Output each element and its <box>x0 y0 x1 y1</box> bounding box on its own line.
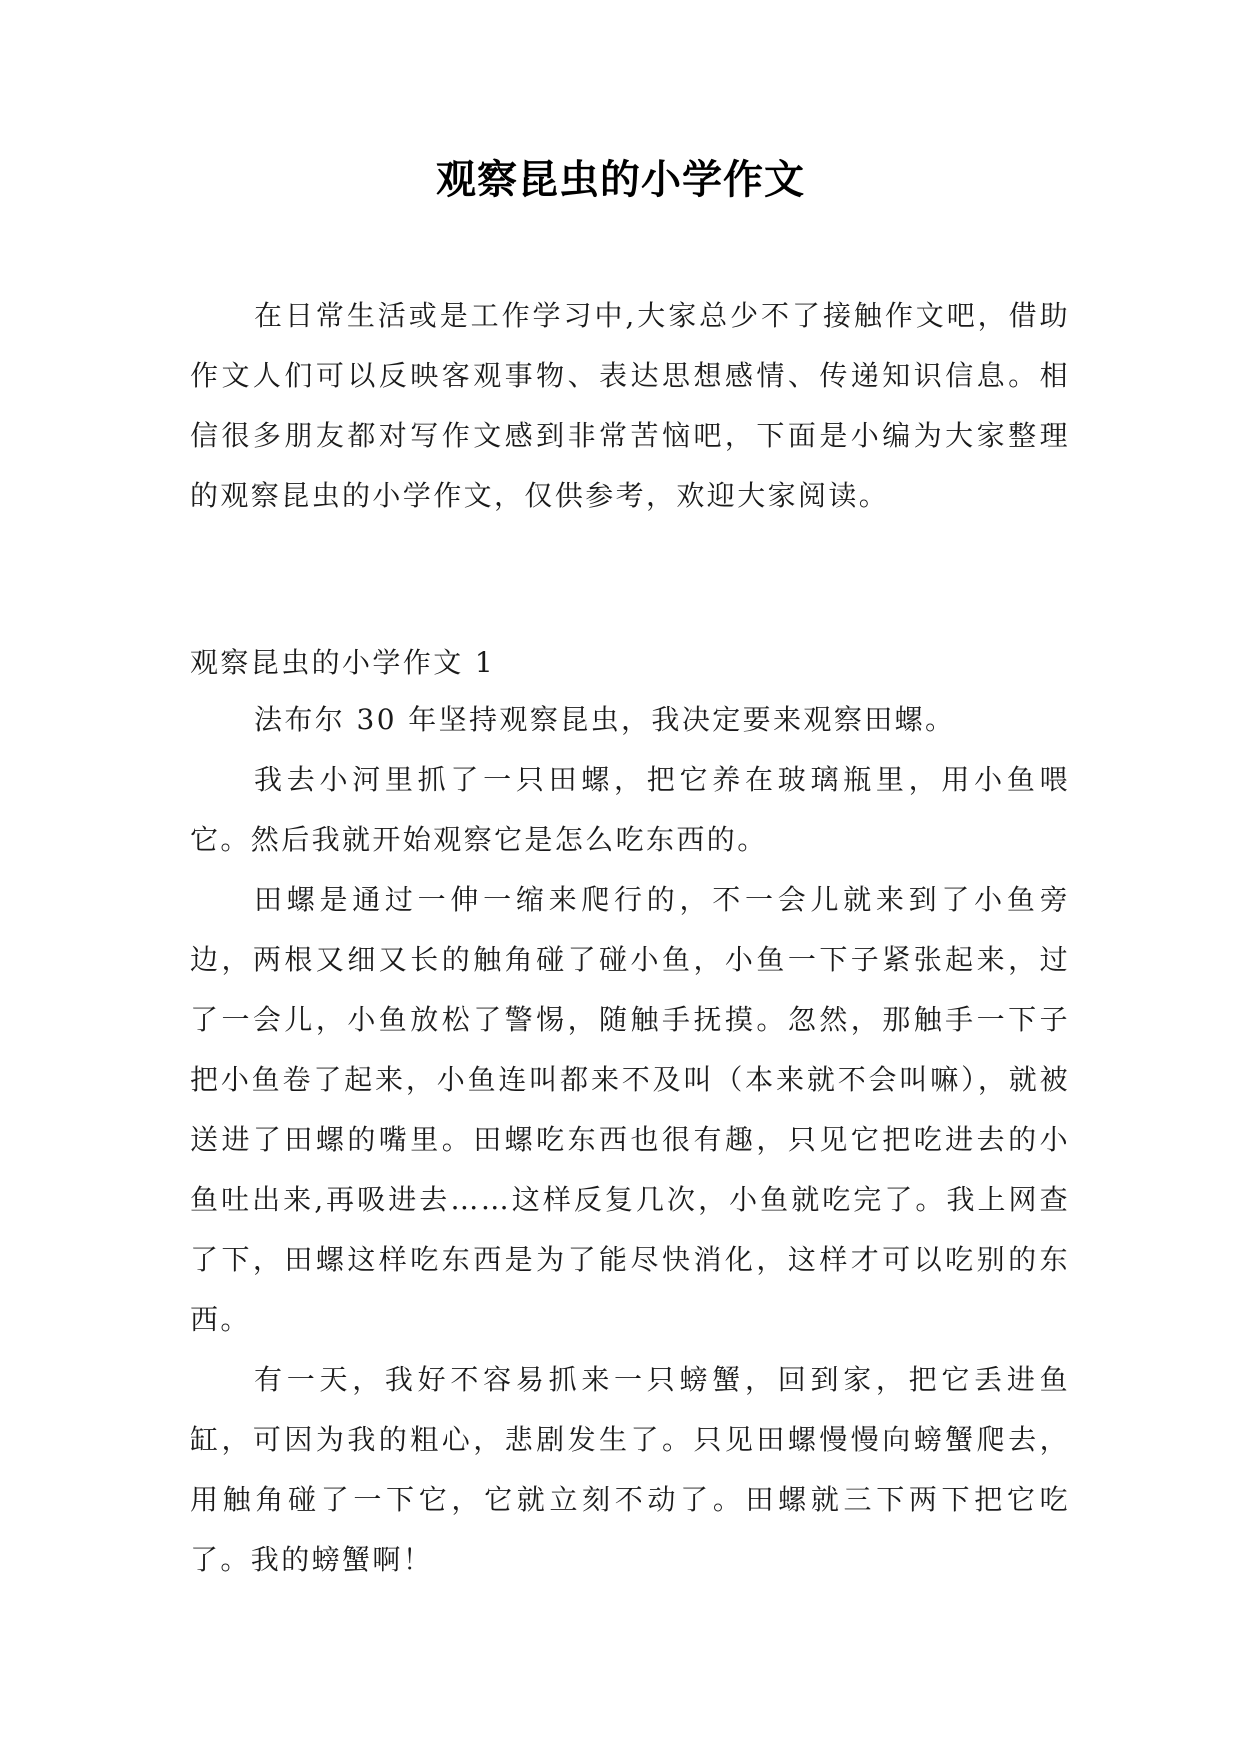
intro-paragraph: 在日常生活或是工作学习中,大家总少不了接触作文吧，借助作文人们可以反映客观事物、表达思想感情、传递知识信息。相信很多朋友都对写作文感到非常苦恼吧，下面是小编为大家整理的观察昆虫的小学作文，仅供参考，欢迎大家阅读。 <box>190 299 1070 512</box>
essay-paragraph-3: 田螺是通过一伸一缩来爬行的，不一会儿就来到了小鱼旁边，两根又细又长的触角碰了碰小鱼，小鱼一下子紧张起来，过了一会儿，小鱼放松了警惕，随触手抚摸。忽然，那触手一下子把小鱼卷了起来，小鱼连叫都来不及叫（本来就不会叫嘛），就被送进了田螺的嘴里。田螺吃东西也很有趣，只见它把吃进去的小鱼吐出来,再吸进去……这样反复几次，小鱼就吃完了。我上网查了下，田螺这样吃东西是为了能尽快消化，这样才可以吃别的东西。 <box>190 883 1070 1336</box>
essay-paragraph-4: 有一天，我好不容易抓来一只螃蟹，回到家，把它丢进鱼缸，可因为我的粗心，悲剧发生了。只见田螺慢慢向螃蟹爬去，用触角碰了一下它，它就立刻不动了。田螺就三下两下把它吃了。我的螃蟹啊！ <box>190 1363 1070 1576</box>
intro-section <box>190 286 1070 526</box>
essay-body <box>190 690 1070 1590</box>
document-title: 观察昆虫的小学作文 <box>436 156 805 203</box>
section-heading: 观察昆虫的小学作文 1 <box>190 646 496 679</box>
essay-paragraph-1: 法布尔 30 年坚持观察昆虫，我决定要来观察田螺。 <box>254 703 956 736</box>
essay-paragraph-2: 我去小河里抓了一只田螺，把它养在玻璃瓶里，用小鱼喂它。然后我就开始观察它是怎么吃东西的。 <box>190 763 1070 856</box>
